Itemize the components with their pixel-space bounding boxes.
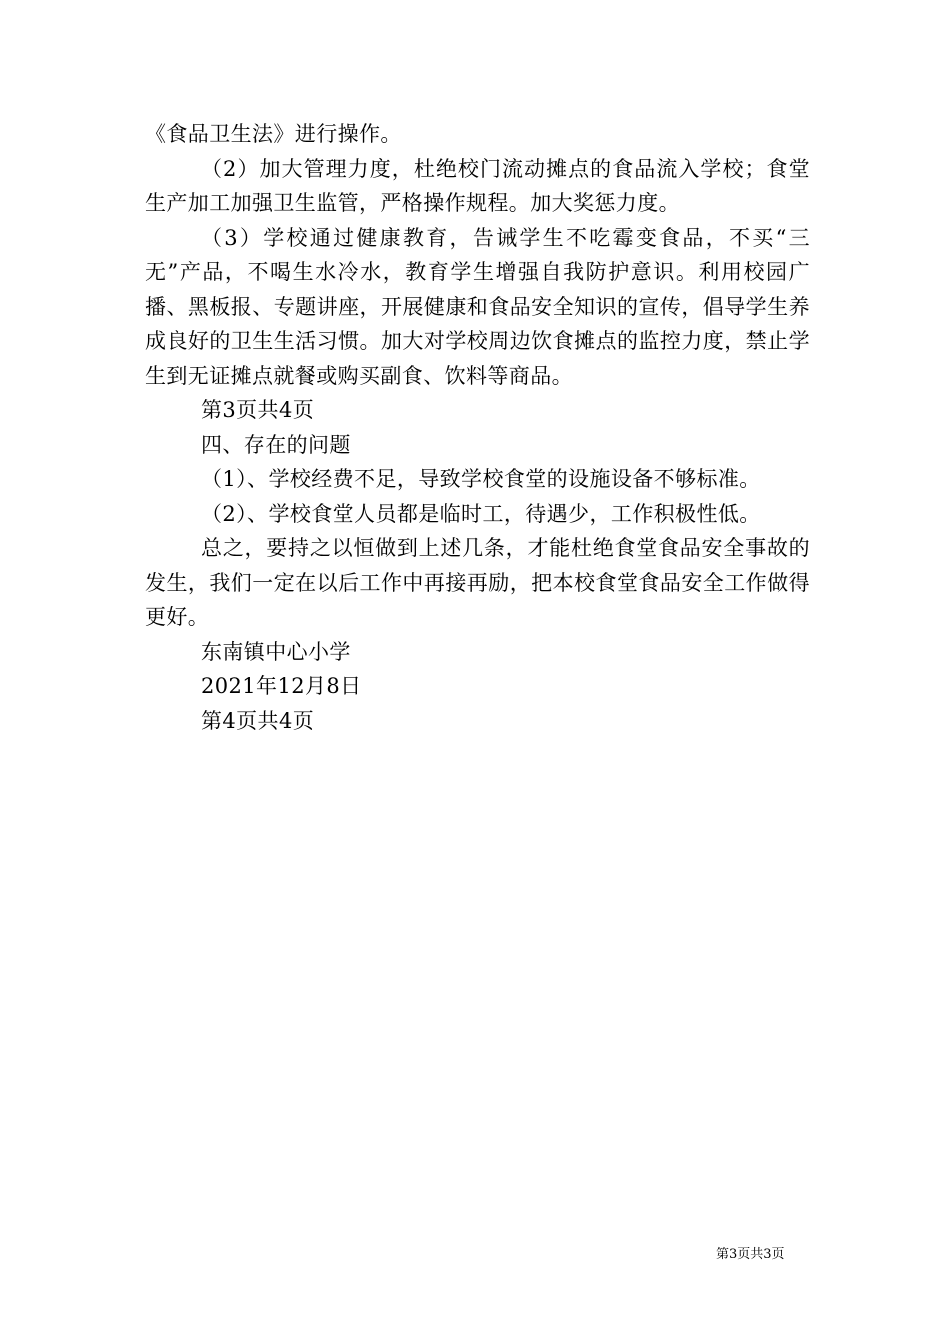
page-marker-4-of-4: 第4页共4页 bbox=[201, 708, 315, 733]
problem-item-2: （2）、学校食堂人员都是临时工，待遇少，工作积极性低。 bbox=[201, 501, 761, 526]
signature-organization: 东南镇中心小学 bbox=[201, 639, 351, 664]
signature-date: 2021年12月8日 bbox=[201, 674, 362, 698]
page-footer: 第3页共3页 bbox=[716, 1247, 785, 1262]
problem-item-1: （1）、学校经费不足，导致学校食堂的设施设备不够标准。 bbox=[201, 467, 761, 491]
page-marker-3-of-4: 第3页共4页 bbox=[201, 398, 315, 422]
section-heading-problems: 四、存在的问题 bbox=[201, 432, 351, 457]
paragraph-continuation: 《食品卫生法》进行操作。 bbox=[145, 122, 402, 146]
paragraph-conclusion: 总之，要持之以恒做到上述几条，才能杜绝食堂食品安全事故的发生，我们一定在以后工作中再接再励，把本校食堂食品安全工作做得更好。 bbox=[145, 536, 810, 629]
document-body bbox=[145, 117, 810, 738]
paragraph-measure-3: （3）学校通过健康教育，告诫学生不吃霉变食品，不买“三无”产品，不喝生水冷水，教育学生增强自我防护意识。利用校园广播、黑板报、专题讲座，开展健康和食品安全知识的宣传，倡导学生养成良好的卫生生活习惯。加大对学校周边饮食摊点的监控力度，禁止学生到无证摊点就餐或购买副食、饮料等商品。 bbox=[145, 225, 810, 388]
paragraph-measure-2: （2）加大管理力度，杜绝校门流动摊点的食品流入学校；食堂生产加工加强卫生监管，严格操作规程。加大奖惩力度。 bbox=[145, 156, 810, 215]
